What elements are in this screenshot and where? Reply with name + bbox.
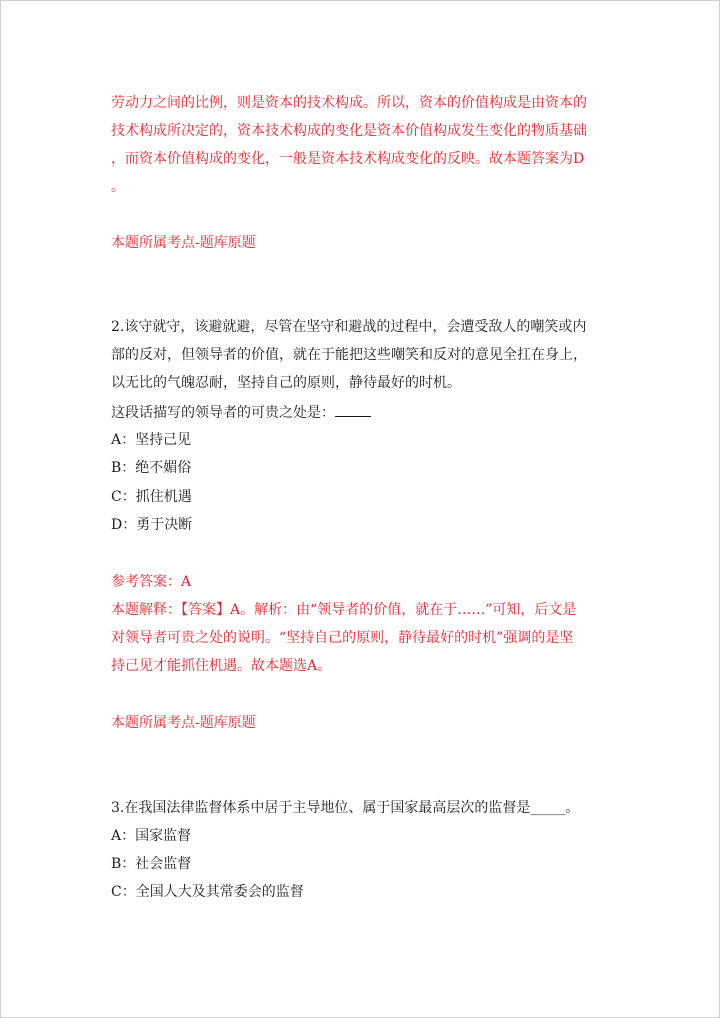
q2-explanation-line-1: 本题解释：【答案】A。解析：由“领导者的价值，就在于……”可知，后文是 [111,602,577,618]
q3-option-c: C：全国人大及其常委会的监督 [111,884,304,900]
q2-stem-line-3: 以无比的气魄忍耐，坚持自己的原则，静待最好的时机。 [111,375,461,391]
q1-explanation-line-2: 技术构成所决定的，资本技术构成的变化是资本价值构成发生变化的物质基础 [111,123,587,139]
q1-explanation-line-1: 劳动力之间的比例，则是资本的技术构成。所以，资本的价值构成是由资本的 [111,95,587,111]
q2-answer: 参考答案：A [111,574,192,590]
q2-question-text: 这段话描写的领导者的可贵之处是： [111,405,335,421]
q3-stem: 3.在我国法律监督体系中居于主导地位、属于国家最高层次的监督是_____。 [111,800,580,816]
q2-source-tag: 本题所属考点-题库原题 [111,715,256,731]
q2-option-b: B：绝不媚俗 [111,460,192,476]
q2-stem-line-1: 2.该守就守，该避就避，尽管在坚守和避战的过程中，会遭受敌人的嘲笑或内 [111,319,587,335]
q2-explanation-line-3: 持己见才能抓住机遇。故本题选A。 [111,658,332,674]
q3-option-b: B：社会监督 [111,856,192,872]
q1-source-tag: 本题所属考点-题库原题 [111,235,256,251]
q2-question-line [111,402,371,423]
q2-stem-line-2: 部的反对，但领导者的价值，就在于能把这些嘲笑和反对的意见全扛在身上， [111,347,587,363]
q3-option-a: A：国家监督 [111,828,192,844]
q2-option-c: C：抓住机遇 [111,489,192,505]
q2-explanation-line-2: 对领导者可贵之处的说明。“坚持自己的原则，静待最好的时机”强调的是坚 [111,630,574,646]
q2-option-a: A：坚持己见 [111,432,192,448]
q1-explanation-line-4: 。 [111,179,125,195]
q1-explanation-line-3: ，而资本价值构成的变化，一般是资本技术构成变化的反映。故本题答案为D [111,151,585,167]
answer-blank [335,402,371,417]
q2-option-d: D：勇于决断 [111,517,193,533]
